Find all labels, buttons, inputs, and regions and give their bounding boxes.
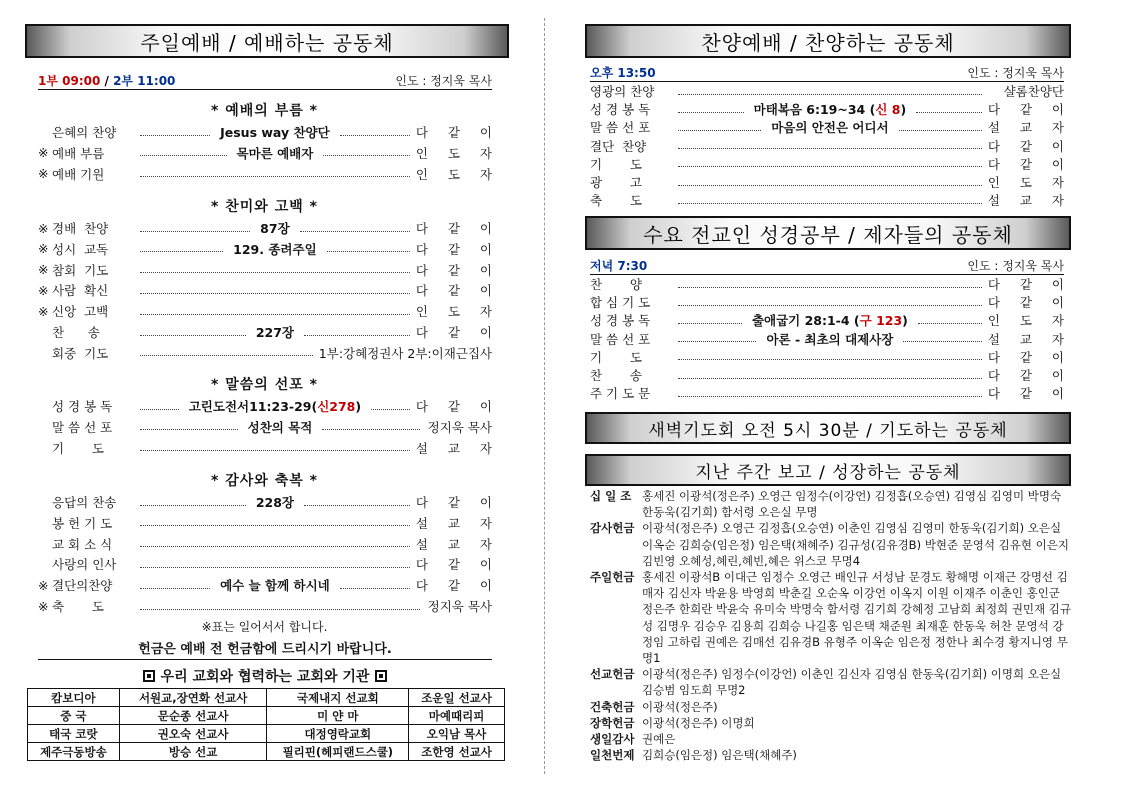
dotted-leader <box>140 272 410 273</box>
dotted-leader <box>916 112 982 113</box>
order-performer: 설 교 자 <box>987 331 1073 347</box>
order-row <box>38 575 500 595</box>
report-row <box>590 731 1074 747</box>
order-label: 말 씀 선 포 <box>590 120 651 136</box>
order-performer: 정지욱 목사 <box>427 419 493 435</box>
dotted-leader <box>304 505 410 506</box>
order-content <box>767 118 892 136</box>
order-content-text: 129. 종려주일 <box>233 241 317 257</box>
order-row <box>38 492 501 512</box>
report-key: 일천번제 <box>590 748 635 763</box>
order-performer: 다 같 이 <box>987 295 1072 311</box>
partner-cell: 미 얀 마 <box>267 707 409 725</box>
dotted-leader <box>678 323 742 324</box>
weekly-report <box>590 488 1074 763</box>
report-row <box>590 520 1074 569</box>
order-content <box>216 123 334 141</box>
order-label: 성 경 봉 독 <box>52 399 113 414</box>
order-label: 영광의 찬양 <box>590 84 655 99</box>
order-performer: 정지욱 목사 <box>427 599 492 614</box>
sunday-leader: 인도 : 정지욱 목사 <box>395 74 492 88</box>
dotted-leader <box>140 450 410 451</box>
order-content <box>244 418 317 436</box>
order-content <box>229 240 321 258</box>
order-performer: 다 같 이 <box>415 283 500 299</box>
report-key: 건축헌금 <box>590 699 635 714</box>
report-names: 이광석(정은주) 이명희 <box>642 715 755 730</box>
order-performer: 다 같 이 <box>415 578 500 594</box>
order-row <box>38 260 500 280</box>
dotted-leader <box>678 359 982 360</box>
order-content <box>750 100 911 118</box>
section-title: * 말씀의 선포 * <box>211 377 318 393</box>
order-label: 경배 찬양 <box>52 221 109 236</box>
order-performer: 인 도 자 <box>987 313 1073 329</box>
order-label: 교 회 소 식 <box>52 536 113 552</box>
order-label: 신앙 고백 <box>52 304 109 320</box>
report-key: 주일헌금 <box>590 570 635 585</box>
partner-cell: 태국 코랏 <box>28 725 120 743</box>
order-row <box>38 438 500 458</box>
order-label: 예배 부름 <box>52 145 105 161</box>
wednesday-leader: 인도 : 정지욱 목사 <box>967 259 1064 273</box>
dotted-leader <box>678 185 982 186</box>
dotted-leader <box>140 409 179 410</box>
order-label: 합 심 기 도 <box>590 295 651 311</box>
order-content-close: ) <box>355 399 362 414</box>
order-row <box>590 310 1073 330</box>
standing-mark: ※ <box>38 262 49 278</box>
order-performer: 다 같 이 <box>415 125 500 140</box>
order-label: 결단의찬양 <box>52 578 113 594</box>
order-row <box>590 365 1072 385</box>
dotted-leader <box>140 525 410 526</box>
order-row <box>590 329 1073 349</box>
partner-cell: 대정영락교회 <box>267 725 409 743</box>
wednesday-study-banner: 수요 전교인 성경공부 / 제자들의 공동체 <box>585 216 1071 250</box>
standing-mark: ※ <box>38 282 49 298</box>
partner-cell: 국제내지 선교회 <box>267 689 409 707</box>
order-row <box>590 274 1072 294</box>
report-row <box>590 569 1074 666</box>
order-content-text: 아론 - 최초의 대제사장 <box>766 331 894 347</box>
dotted-leader <box>140 135 210 136</box>
order-content-text: 228장 <box>255 495 294 510</box>
dotted-leader <box>678 148 982 149</box>
order-performer: 다 같 이 <box>987 349 1072 365</box>
dotted-leader <box>678 166 982 167</box>
dotted-leader <box>678 396 982 397</box>
service-time-1: 1부 09:00 <box>38 74 101 88</box>
order-label: 말 씀 선 포 <box>590 331 651 347</box>
order-label: 회중 기도 <box>52 345 109 361</box>
order-content <box>185 397 365 415</box>
square-icon <box>143 670 155 682</box>
partners-table <box>27 688 505 761</box>
order-performer: 다 같 이 <box>415 557 500 573</box>
order-performer: 설 교 자 <box>987 120 1073 136</box>
report-key: 장학헌금 <box>590 715 635 730</box>
dotted-leader <box>340 135 410 136</box>
order-label: 성 경 봉 독 <box>590 102 651 118</box>
dotted-leader <box>678 203 982 204</box>
partner-cell: 제주극동방송 <box>28 743 120 761</box>
order-row <box>38 239 500 259</box>
order-label: 찬 송 <box>52 325 100 340</box>
praise-leader: 인도 : 정지욱 목사 <box>967 66 1064 80</box>
report-key: 생일감사 <box>590 732 635 747</box>
order-row <box>38 554 500 574</box>
standing-mark: ※ <box>38 241 49 257</box>
partner-row <box>28 725 505 743</box>
order-content <box>256 219 293 237</box>
dotted-leader <box>340 588 410 589</box>
offering-notice: 헌금은 예배 전 헌금함에 드리시기 바랍니다. <box>38 638 492 660</box>
order-content-close: ) <box>902 313 908 329</box>
order-performer: 다 같 이 <box>415 399 501 414</box>
report-names: 이광석(정은주) 오영근 김정흡(오승연) 이춘인 김영심 김영미 한동욱(김기희) 오은실 이옥순 김희승(임은정) 임은택(채혜주) 김규성(김유경B) 박현준 문영석 김유현 이은지 김빈영 오혜성,혜린,혜빈,혜은 위스코 무명4 <box>642 521 1069 568</box>
standing-mark: ※ <box>38 220 49 236</box>
dotted-leader <box>140 251 223 252</box>
order-label: 찬 양 <box>590 277 642 292</box>
report-key: 선교헌금 <box>590 667 635 682</box>
report-row <box>590 666 1074 698</box>
partners-title-text: 우리 교회와 협력하는 교회와 기관 <box>160 669 370 685</box>
report-names: 이광석(정은주) 임정수(이강언) 이춘인 김신자 김영심 한동욱(김기희) 이명희 오은실 김승범 임도희 무명2 <box>642 667 1062 698</box>
order-label: 찬 송 <box>590 368 642 383</box>
order-row <box>590 99 1072 119</box>
order-performer: 인 도 자 <box>415 145 500 161</box>
order-content <box>748 311 912 329</box>
report-names: 홍세진 이광석B 이대근 임정수 오영근 배인규 서성남 문경도 황해명 이재근 강명선 김매자 김신자 박윤용 박영희 박춘길 오순옥 이강언 이옥지 이원 이재주 이춘인 홍인군 정은주 한희란 박윤숙 유미숙 박명숙 함서령 김기희 강혜정 고남희 최정희 권민재 김규성 김명우 김승우 김용희 김희승 나길홍 임은택 채준원 최재훈 한동욱 허찬 문영석 강정임 고하림 권예은 김매선 김유경B 유형주 이옥순 임은정 정한나 최수경 황지니영 무명1 <box>642 570 1072 666</box>
report-names: 권예은 <box>642 732 676 747</box>
order-content <box>762 330 897 348</box>
order-row <box>38 417 492 437</box>
dotted-leader <box>140 429 238 430</box>
service-time-2: 2부 11:00 <box>113 74 176 88</box>
order-row <box>38 322 501 342</box>
order-label: 광 고 <box>590 175 642 190</box>
hymn-number: 신 8 <box>875 102 901 118</box>
order-label: 축 도 <box>590 193 642 209</box>
dotted-leader <box>903 341 981 342</box>
dotted-leader <box>678 287 982 288</box>
sunday-lead-line <box>38 72 492 90</box>
dotted-leader <box>140 293 410 294</box>
dotted-leader <box>899 130 982 131</box>
order-performer: 1부:강혜정권사 2부:이재근집사 <box>318 345 492 361</box>
order-content <box>252 493 298 511</box>
order-label: 응답의 찬송 <box>52 495 117 510</box>
order-label: 예배 기원 <box>52 166 105 182</box>
partner-cell: 오익남 목사 <box>409 725 505 743</box>
order-content-text: 성찬의 목적 <box>247 419 313 435</box>
order-row <box>590 172 1072 192</box>
report-names: 이광석(정은주) <box>642 699 718 714</box>
dotted-leader <box>140 505 246 506</box>
section-title: * 감사와 축복 * <box>211 473 318 489</box>
dotted-leader <box>140 231 250 232</box>
section-title: * 찬미와 고백 * <box>211 199 318 215</box>
partner-row <box>28 743 505 761</box>
order-performer: 다 같 이 <box>415 325 501 340</box>
dotted-leader <box>323 155 410 156</box>
order-content-text: 87장 <box>260 221 290 236</box>
partners-title <box>25 666 505 686</box>
order-row <box>590 383 1072 403</box>
order-label: 기 도 <box>52 440 104 456</box>
order-performer: 다 같 이 <box>987 386 1072 402</box>
order-row <box>38 122 500 142</box>
report-row <box>590 747 1074 763</box>
wednesday-lead-line <box>590 257 1064 275</box>
partner-cell: 조운일 선교사 <box>409 689 505 707</box>
dotted-leader <box>327 251 410 252</box>
order-content-text: 227장 <box>255 325 294 340</box>
order-row <box>590 347 1072 367</box>
partner-cell: 필리핀(헤피랜드스쿨) <box>267 743 409 761</box>
praise-worship-banner: 찬양예배 / 찬양하는 공동체 <box>585 24 1071 58</box>
time-separator: / <box>100 74 114 88</box>
order-content-close: ) <box>900 102 907 118</box>
dotted-leader <box>678 94 982 95</box>
order-label: 사랑의 인사 <box>52 557 117 573</box>
partner-cell: 문순종 선교사 <box>119 707 267 725</box>
order-row <box>590 190 1072 210</box>
standing-mark: ※ <box>38 166 49 182</box>
sunday-worship-banner: 주일예배 / 예배하는 공동체 <box>25 24 509 58</box>
praise-time: 오후 13:50 <box>590 66 656 80</box>
dotted-leader <box>678 130 761 131</box>
order-label: 기 도 <box>590 156 642 172</box>
order-content-text: Jesus way 찬양단 <box>220 125 330 140</box>
order-row <box>590 292 1072 312</box>
dotted-leader <box>140 155 227 156</box>
order-performer: 다 같 이 <box>987 368 1072 383</box>
hymn-number: 구 123 <box>859 313 903 329</box>
dotted-leader <box>322 429 420 430</box>
order-row <box>590 154 1072 174</box>
order-row <box>38 143 500 163</box>
order-performer: 인 도 자 <box>987 175 1072 190</box>
order-label: 말 씀 선 포 <box>52 419 113 435</box>
order-label: 성 경 봉 독 <box>590 313 651 329</box>
order-label: 은혜의 찬양 <box>52 125 117 140</box>
order-label: 주 기 도 문 <box>590 386 651 402</box>
partner-cell: 방승 선교 <box>119 743 267 761</box>
wednesday-time: 저녁 7:30 <box>590 259 648 273</box>
order-performer: 다 같 이 <box>415 262 500 278</box>
dotted-leader <box>304 335 410 336</box>
order-row <box>38 280 500 300</box>
partner-row <box>28 707 505 725</box>
order-row <box>590 136 1072 156</box>
order-performer: 다 같 이 <box>987 277 1072 292</box>
partner-cell: 중 국 <box>28 707 120 725</box>
order-content <box>216 576 334 594</box>
dotted-leader <box>140 609 420 610</box>
order-row <box>38 164 500 184</box>
hymn-number: 신278 <box>317 399 356 414</box>
order-label: 기 도 <box>590 349 642 365</box>
order-performer: 설 교 자 <box>415 440 500 456</box>
partner-cell: 캄보디아 <box>28 689 120 707</box>
order-label: 성시 교독 <box>52 241 109 257</box>
dotted-leader <box>140 355 313 356</box>
order-performer: 설 교 자 <box>415 515 500 531</box>
section-title: * 예배의 부름 * <box>211 103 318 119</box>
standing-mark: ※ <box>38 577 49 593</box>
order-content <box>233 144 318 162</box>
order-performer: 다 같 이 <box>987 156 1072 172</box>
order-row <box>38 343 492 363</box>
report-row <box>590 715 1074 731</box>
praise-lead-line <box>590 64 1064 82</box>
order-performer: 다 같 이 <box>987 138 1072 154</box>
order-content-text: 마태복음 6:19~34 ( <box>753 102 876 118</box>
dotted-leader <box>371 409 410 410</box>
dotted-leader <box>140 176 410 177</box>
order-row <box>38 513 500 533</box>
report-row <box>590 699 1074 715</box>
dotted-leader <box>678 341 756 342</box>
report-row <box>590 488 1074 520</box>
partner-cell: 조한영 선교사 <box>409 743 505 761</box>
order-label: 결단 찬양 <box>590 138 647 154</box>
dotted-leader <box>678 305 982 306</box>
dotted-leader <box>140 335 246 336</box>
square-icon <box>375 670 387 682</box>
standing-footnote: ※표는 일어서서 합니다. <box>201 620 328 634</box>
dawn-prayer-banner: 새벽기도회 오전 5시 30분 / 기도하는 공동체 <box>585 412 1071 444</box>
order-label: 사람 확신 <box>52 283 109 299</box>
order-row <box>38 301 500 321</box>
partner-cell: 서원교,장연화 선교사 <box>119 689 267 707</box>
order-performer: 설 교 자 <box>987 193 1072 209</box>
weekly-report-banner: 지난 주간 보고 / 성장하는 공동체 <box>585 454 1071 486</box>
order-row <box>38 534 500 554</box>
order-performer: 다 같 이 <box>415 495 501 510</box>
dotted-leader <box>300 231 410 232</box>
order-row <box>38 396 501 416</box>
order-row <box>38 218 501 238</box>
report-names: 홍세진 이광석(정은주) 오영근 임정수(이강언) 김정흡(오승연) 김영심 김영미 박명숙 한동욱(김기희) 함서령 오은실 무명 <box>642 489 1062 520</box>
order-row <box>590 117 1073 137</box>
order-content <box>252 323 298 341</box>
partner-cell: 권오숙 선교사 <box>119 725 267 743</box>
dotted-leader <box>678 378 982 379</box>
dotted-leader <box>678 112 744 113</box>
partner-cell: 마예때리피 <box>409 707 505 725</box>
dotted-leader <box>140 314 410 315</box>
order-row <box>38 596 492 616</box>
order-performer: 설 교 자 <box>415 536 500 552</box>
standing-mark: ※ <box>38 598 49 614</box>
dotted-leader <box>140 567 410 568</box>
order-performer: 샬롬찬양단 <box>1003 84 1064 99</box>
order-label: 축 도 <box>52 599 104 614</box>
report-key: 감사헌금 <box>590 521 635 536</box>
order-label: 참회 기도 <box>52 262 109 278</box>
dotted-leader <box>140 546 410 547</box>
order-performer: 다 같 이 <box>415 221 501 236</box>
standing-mark: ※ <box>38 145 49 161</box>
order-content-text: 목마른 예배자 <box>236 145 314 161</box>
partner-row <box>28 689 505 707</box>
order-content-text: 출애굽기 28:1-4 ( <box>751 313 860 329</box>
report-key: 십 일 조 <box>590 489 632 503</box>
order-content-text: 마음의 안전은 어디서 <box>771 120 889 136</box>
order-performer: 다 같 이 <box>415 241 500 257</box>
order-performer: 다 같 이 <box>987 102 1072 118</box>
dotted-leader <box>140 588 210 589</box>
order-performer: 인 도 자 <box>415 304 500 320</box>
dotted-leader <box>918 323 982 324</box>
report-names: 김희승(임은정) 임은택(채혜주) <box>642 748 797 763</box>
order-row <box>590 81 1064 101</box>
order-content-text: 예수 늘 함께 하시네 <box>220 578 330 594</box>
page-divider <box>544 18 545 774</box>
order-content-text: 고린도전서11:23-29( <box>188 399 318 414</box>
order-label: 봉 헌 기 도 <box>52 515 113 531</box>
order-performer: 인 도 자 <box>415 166 500 182</box>
standing-mark: ※ <box>38 303 49 319</box>
